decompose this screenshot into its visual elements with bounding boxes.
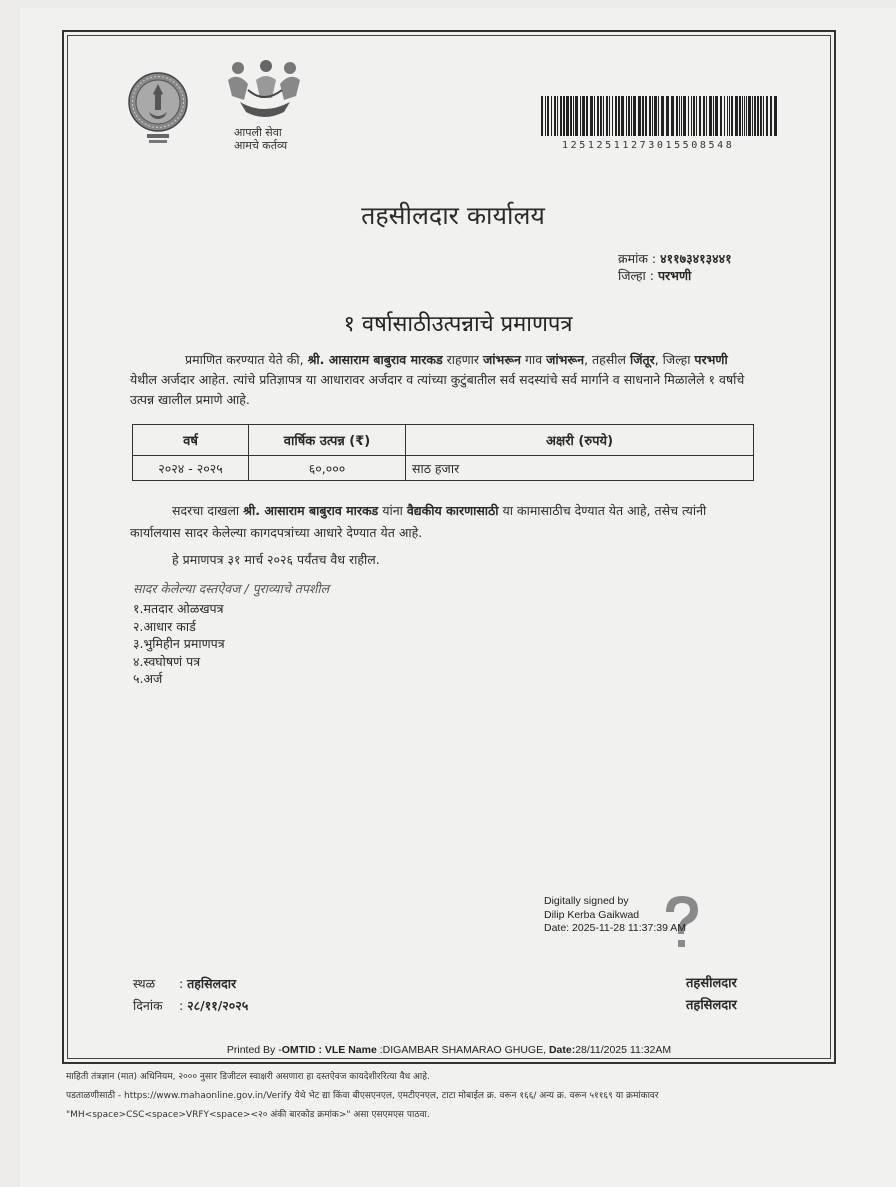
list-item: २.आधार कार्ड — [133, 618, 196, 634]
vle-label: VLE Name — [321, 1044, 377, 1056]
list-item: ४.स्वघोषणं पत्र — [133, 653, 201, 669]
footer-line1: माहिती तंत्रज्ञान (मा‍त) अधिनियम, २००० नुसार डिजीटल स्वाक्षरी असणारा हा दस्तऐवज कायदेशीररित्या वैध आहे. — [66, 1072, 430, 1082]
date-value: २८/११/२०२५ — [187, 998, 249, 1013]
para1-text: प्रमाणित करण्यात येते की, — [185, 352, 308, 367]
vle-value: :DIGAMBAR SHAMARAO GHUGE, — [376, 1044, 549, 1056]
para2-text: यांना — [378, 503, 407, 518]
para1-text: राहणार — [442, 352, 484, 367]
date-label: दिनांक — [133, 998, 163, 1013]
signature-line2: Dilip Kerba Gaikwad — [544, 908, 640, 921]
printed-prefix: Printed By - — [226, 1044, 282, 1056]
signature-line3: Date: 2025-11-28 11:37:39 AM — [544, 922, 687, 934]
omtid-label: OMTID : — [281, 1044, 322, 1056]
number-value: ४११७३४१३४४१ — [660, 251, 732, 266]
district-value: परभणी — [657, 268, 692, 283]
purpose: वैद्यकीय कारणासाठी — [406, 503, 499, 518]
office-title: तहसीलदार कार्यालय — [361, 201, 545, 230]
printed-date-value: 28/11/2025 11:32AM — [575, 1044, 672, 1056]
designation-block — [686, 973, 737, 1017]
designation-line2: तहसिलदार — [686, 998, 737, 1013]
designation-line1: तहसीलदार — [686, 976, 737, 991]
place-label: स्थळ — [133, 976, 156, 991]
taluka-name: जिंतूर — [629, 352, 655, 367]
barcode-number: 12512511273015508548 — [562, 140, 735, 151]
para1-text: गाव — [520, 352, 547, 367]
documents-list — [133, 600, 225, 688]
cell-income: ६०,००० — [249, 456, 406, 481]
list-item: ३.भुमिहीन प्रमाणपत्र — [133, 636, 225, 651]
table-header-row — [133, 425, 754, 456]
digital-signature — [544, 895, 686, 936]
para1-text: , जिल्हा — [654, 352, 695, 367]
para2-text: या कामासाठीच देण्यात येत आहे, तसेच त्यांनी कार्यालयास सादर केलेल्या कागदपत्रांच्या आधारे देण्यात येत आहे. — [130, 503, 707, 540]
applicant-name: श्री. आसाराम बाबुराव मारकड — [243, 503, 379, 518]
income-table — [132, 424, 754, 481]
verification-footer — [66, 1068, 846, 1125]
place-value: तहसिलदार — [187, 976, 237, 991]
column-header-income: वार्षिक उत्पन्न (₹) — [249, 425, 406, 456]
para1-text: , तहसील — [584, 352, 630, 367]
place-date-block: स्थळ : तहसिलदार दिनांक : २८/११/२०२५ — [133, 973, 248, 1017]
list-item: ५.अर्ज — [133, 671, 163, 686]
list-item: १.मतदार ओळखपत्र — [133, 601, 224, 616]
village-name: जांभरून — [483, 352, 521, 367]
column-header-words: अक्षरी (रुपये) — [406, 425, 754, 456]
footer-line2: पडताळणीसाठी - https://www.mahaonline.gov.in/Verify येथे भेट द्या किंवा बीएसएनएल, एमटीएनएल, टाटा मोबाईल क्र. वरून १६६/ अन्य क्र. वरून ५११६९ या क्रमांकावर — [66, 1091, 659, 1101]
para2-text: सदरचा दाखला — [172, 503, 244, 518]
certificate-meta — [618, 250, 732, 284]
applicant-name: श्री. आसाराम बाबुराव मारकड — [307, 352, 443, 367]
printed-date-label: Date: — [548, 1044, 576, 1056]
para1-text: येथील अर्जदार आहेत. त्यांचे प्रतिज्ञापत्र या आधारावर अर्जदार व त्यांच्या कुटुंबातील सर्व सदस्यांचे सर्व मार्गाने व साधनाने मिळालेले १ वर्षाचे उत्पन्न खालील प्रमाणे आहे. — [130, 372, 745, 407]
aaple-seva-line2: आमचे कर्तव्य — [234, 139, 288, 152]
certificate-title: १ वर्षासाठीउत्पन्नाचे प्रमाणपत्र — [343, 312, 573, 337]
district-label: जिल्हा : — [618, 268, 654, 283]
documents-heading: सादर केलेल्या दस्तऐवज / पुराव्याचे तपशील — [133, 581, 330, 596]
aaple-seva-line1: आपली सेवा — [234, 126, 282, 139]
aaple-seva-tagline — [234, 126, 287, 152]
barcode — [541, 96, 781, 136]
document-border — [62, 30, 836, 1064]
cell-year: २०२४ - २०२५ — [133, 456, 249, 481]
printed-by-line — [62, 1044, 836, 1056]
cell-words: साठ हजार — [406, 456, 754, 481]
purpose-paragraph — [130, 500, 755, 544]
certification-paragraph — [130, 350, 755, 410]
maharashtra-seal-icon — [127, 64, 189, 152]
village-name: जांभरून — [546, 352, 585, 367]
column-header-year: वर्ष — [133, 425, 249, 456]
district-name: परभणी — [694, 352, 728, 367]
validity-statement: हे प्रमाणपत्र ३१ मार्च २०२६ पर्यंतच वैध राहील. — [172, 552, 380, 567]
table-row — [133, 456, 754, 481]
footer-line3: "MH<space>CSC<space>VRFY<space><२० अंकी बारकोड क्रमांक>" असा एसएमएस पाठवा. — [66, 1110, 430, 1120]
signature-line1: Digitally signed by — [544, 895, 629, 907]
number-label: क्रमांक : — [618, 251, 657, 266]
